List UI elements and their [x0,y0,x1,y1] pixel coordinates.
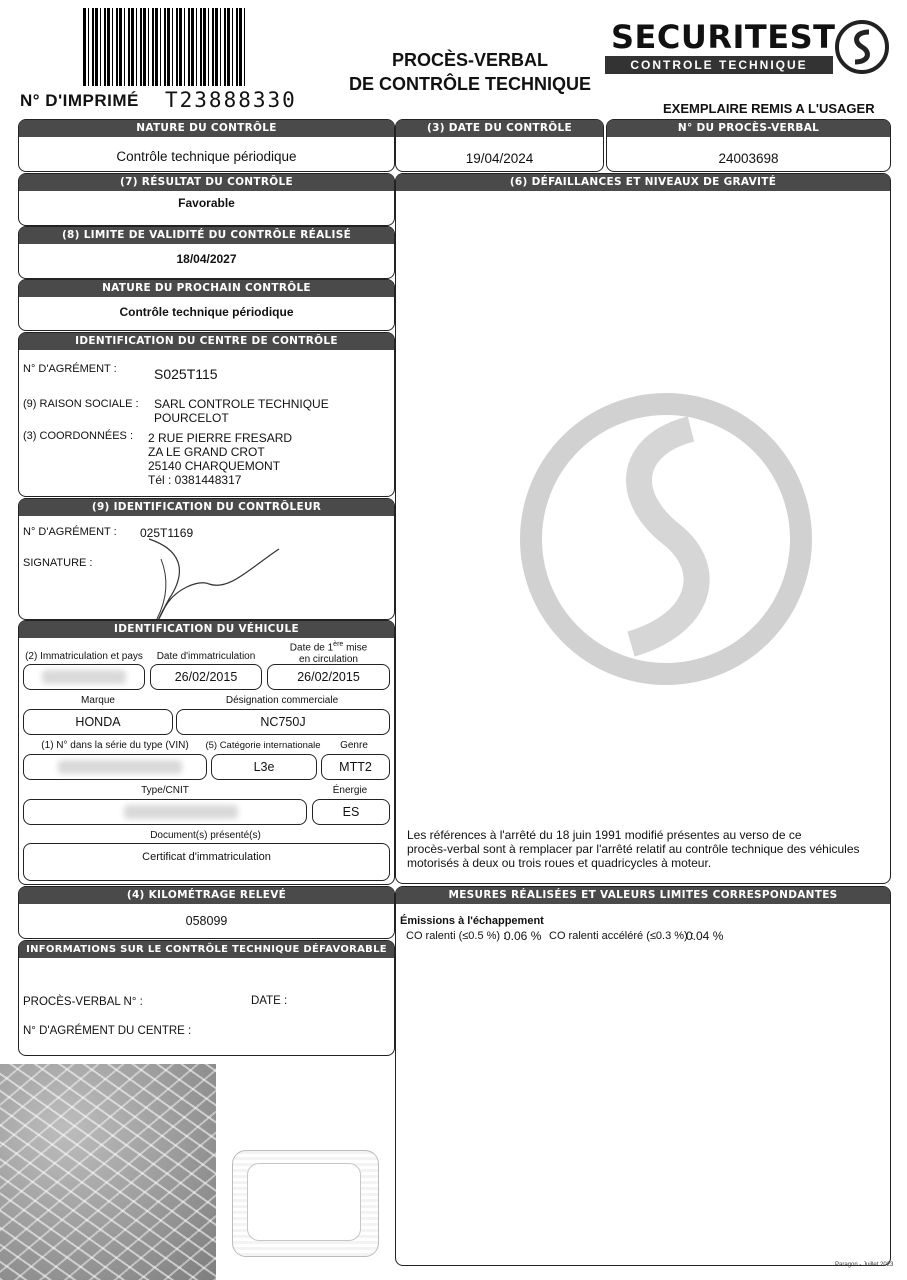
documents-label: Document(s) présenté(s) [150,830,261,841]
first-label-a: Date de 1 [289,642,334,654]
result-header: (7) RÉSULTAT DU CONTRÔLE [19,174,394,191]
km-header: (4) KILOMÉTRAGE RELEVÉ [19,887,394,904]
documents-box: Certificat d'immatriculation [23,843,390,881]
controller-agrement-value: 025T1169 [140,526,194,540]
defects-note-line-2: procès-verbal sont à remplacer par l'arrêté relatif au contrôle technique des véhicules [407,842,860,856]
date-immat-label: Date d'immatriculation [156,651,256,662]
unfavorable-panel [18,940,395,1056]
designation-box: NC750J [176,709,390,735]
nature-panel [18,119,395,172]
center-coord-line-3: 25140 CHARQUEMONT [148,459,281,473]
controller-agrement-label: N° D'AGRÉMENT : [23,526,117,538]
co-idle-label: CO ralenti (≤0.5 %) : [406,930,507,942]
immat-label: (2) Immatriculation et pays [25,651,143,662]
designation-label: Désignation commerciale [225,695,339,706]
first-label-sup: ère [333,641,344,648]
first-label-c: en circulation [299,654,358,666]
next-panel [18,279,395,331]
defects-note-line-3: motorisés à deux ou trois roues et quadricycles à moteur. [407,856,712,870]
defects-panel [395,173,891,884]
first-circulation-label [267,639,390,666]
first-date-box: 26/02/2015 [267,664,390,690]
security-texture [0,1064,216,1280]
vehicle-panel [18,620,395,885]
co-accelerated-value: 0.04 % [686,929,724,943]
category-label: (5) Catégorie internationale [205,740,321,751]
date-value: 19/04/2024 [465,151,534,166]
type-cnit-redacted [124,805,238,819]
center-coord-line-2: ZA LE GRAND CROT [148,445,265,459]
date-panel [395,119,604,172]
defects-note-line-1: Les références à l'arrêté du 18 juin 1991 modifié présentes au verso de ce [407,828,802,842]
result-value: Favorable [178,196,235,210]
vin-label: (1) N° dans la série du type (VIN) [41,740,189,751]
print-note: Paragon - Juillet 2023 [835,1262,894,1268]
co-idle-value: 0.06 % [504,929,542,943]
brand-subtitle: CONTROLE TECHNIQUE [605,56,833,74]
hologram-inner [247,1163,361,1241]
energie-label: Énergie [332,785,368,796]
signature-label: SIGNATURE : [23,557,93,569]
copy-note: EXEMPLAIRE REMIS A L'USAGER [663,101,875,116]
hologram-window [232,1150,379,1257]
controller-header: (9) IDENTIFICATION DU CONTRÔLEUR [19,499,394,516]
barcode [83,8,245,86]
defects-header: (6) DÉFAILLANCES ET NIVEAUX DE GRAVITÉ [396,174,890,191]
pv-number-header: N° DU PROCÈS-VERBAL [607,120,890,137]
center-raison-line-1: SARL CONTROLE TECHNIQUE [154,397,329,411]
center-coord-line-1: 2 RUE PIERRE FRESARD [148,431,293,445]
immat-box [23,664,145,690]
immat-redacted [42,670,126,684]
category-box: L3e [211,754,317,780]
unfav-pv-label: PROCÈS-VERBAL N° : [23,996,143,1008]
center-raison-line-2: POURCELOT [154,411,229,425]
imprime-label: N° D'IMPRIMÉ [20,91,139,110]
energie-box: ES [312,799,390,825]
measures-header: MESURES RÉALISÉES ET VALEURS LIMITES CORRESPONDANTES [396,887,890,904]
center-header: IDENTIFICATION DU CENTRE DE CONTRÔLE [19,333,394,350]
marque-box: HONDA [23,709,173,735]
pv-number-value: 24003698 [718,151,779,166]
vin-redacted [58,760,182,774]
unfav-date-label: DATE : [251,995,288,1007]
date-immat-box: 26/02/2015 [150,664,262,690]
result-panel [18,173,395,226]
vehicle-header: IDENTIFICATION DU VÉHICULE [19,621,394,638]
pv-number-panel [606,119,891,172]
center-agrement-value: S025T115 [154,366,218,382]
center-panel [18,332,395,497]
measures-title: Émissions à l'échappement [400,915,544,927]
marque-label: Marque [81,695,115,706]
securitest-logo [605,18,892,78]
type-cnit-label: Type/CNIT [141,785,189,796]
center-coord-label: (3) COORDONNÉES : [23,430,134,442]
validity-panel [18,226,395,279]
brand-name: SECURITEST [611,18,836,56]
unfavorable-header: INFORMATIONS SUR LE CONTRÔLE TECHNIQUE DÉFAVORABLE [19,941,394,958]
controller-panel [18,498,395,620]
km-panel [18,886,395,939]
title-line-1: PROCÈS-VERBAL [391,50,548,70]
imprime-number: T23888330 [165,88,297,112]
co-accelerated-label: CO ralenti accéléré (≤0.3 %) : [549,930,694,942]
type-cnit-box [23,799,307,825]
center-agrement-label: N° D'AGRÉMENT : [23,363,117,375]
title-line-2: DE CONTRÔLE TECHNIQUE [348,74,591,94]
nature-value: Contrôle technique périodique [116,149,297,164]
next-header: NATURE DU PROCHAIN CONTRÔLE [19,280,394,297]
document-title [340,48,600,96]
securitest-watermark-icon [511,374,821,704]
vin-box [23,754,207,780]
genre-box: MTT2 [321,754,390,780]
center-coord-line-4: Tél : 0381448317 [148,473,242,487]
genre-label: Genre [340,740,368,751]
nature-header: NATURE DU CONTRÔLE [19,120,394,137]
validity-value: 18/04/2027 [176,252,237,266]
measures-panel [395,886,894,1268]
next-value: Contrôle technique périodique [119,305,294,319]
first-label-b: mise [343,642,368,654]
validity-header: (8) LIMITE DE VALIDITÉ DU CONTRÔLE RÉALISÉ [19,227,394,244]
securitest-s-icon [833,18,891,76]
date-header: (3) DATE DU CONTRÔLE [396,120,603,137]
center-raison-label: (9) RAISON SOCIALE : [23,398,139,410]
km-value: 058099 [185,914,228,928]
unfav-agrement-label: N° D'AGRÉMENT DU CENTRE : [23,1025,192,1037]
